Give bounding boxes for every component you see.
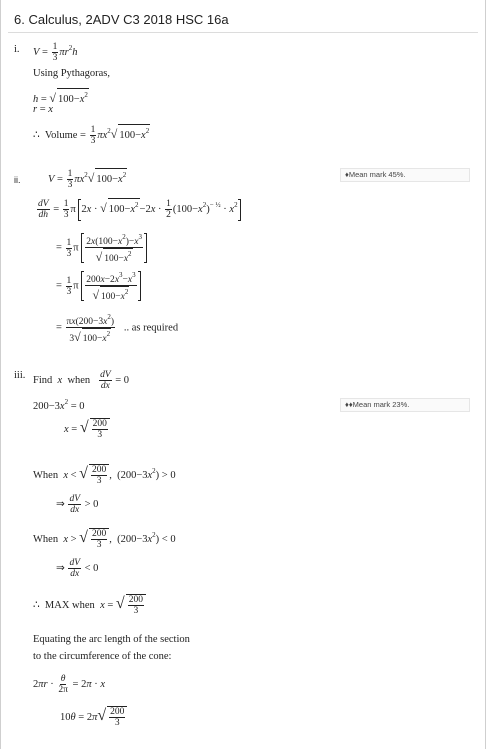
part-ii-result: = $\frac{\pi x(200-3x^2)}{3√ 100-x^2}$ .. as required (56, 313, 179, 344)
part-i-volume-result: ∴ Volume = $\frac{1}{3}$ $\pi x^2√$ $100-x^2$ (33, 125, 150, 147)
page-title: 6. Calculus, 2ADV C3 2018 HSC 16a (14, 12, 229, 27)
part-ii-v-eq: V = $\frac{1}{3}$ $\pi x^2√$ $100-x^2$ (48, 169, 127, 191)
part-iii-label: iii. (14, 370, 26, 381)
part-iii-when-greater: When x > √ $\frac{200}{3}$ , $(200-3x^2) < 0$ (33, 528, 176, 550)
part-iii-max: ∴ MAX when x = √ $\frac{200}{3}$ (33, 594, 146, 616)
part-iii-when-less: When x < √ $\frac{200}{3}$ , $(200-3x^2) > 0$ (33, 464, 176, 486)
part-iii-arc-eq-1: 2πr · $\frac{\theta}{2\pi}$ = 2π · x (33, 674, 106, 695)
as-required-text: .. as required (123, 322, 179, 334)
part-iii-arc-text-1: Equating the arc length of the section (33, 634, 190, 645)
part-iii-arc-text-2: to the circumference of the cone: (33, 651, 172, 662)
part-ii-derivative-line: $\frac{dV}{dh}$ = $\frac{1}{3}$ π 2x · √ $100-x^2-2x$ · $\frac{1}{2}$ $(100-x^2)^{- \frac{1}{2}} \cdot x^2$ (36, 198, 241, 221)
part-iii-implies-positive: ⇒ $\frac{dV}{dx}$ > 0 (56, 494, 99, 515)
part-i-h-eq: h = √ $100-x^2$ (33, 88, 89, 106)
mean-mark-note-ii: ♦Mean mark 45%. (340, 168, 470, 182)
part-ii-step-2: = $\frac{1}{3}$ π $\frac{200x-2x^3-x^3}{√ 100-x^2}$ (56, 270, 141, 302)
part-iii-arc-eq-2: 10θ = 2π√ $\frac{200}{3}$ (60, 706, 127, 728)
part-ii-label: ii. (14, 175, 21, 185)
part-ii-step-1: = $\frac{1}{3}$ π $\frac{2x(100-x^2)-x^3}{√ 100-x^2}$ (56, 232, 147, 264)
part-iii-x-value: x = √ $\frac{200}{3}$ (64, 418, 110, 440)
part-iii-find-text: Find x when $\frac{dV}{dx}$ = 0 (33, 370, 130, 391)
part-i-r-eq: r = x (33, 104, 53, 115)
title-divider (8, 32, 478, 33)
part-i-volume-formula: V = $\frac{1}{3}$ $\pi r^2h$ (33, 42, 78, 64)
part-iii-implies-negative: ⇒ $\frac{dV}{dx}$ < 0 (56, 558, 99, 579)
part-i-pythagoras-text: Using Pythagoras, (33, 68, 110, 79)
dvdx-eq-zero: = 0 (115, 374, 130, 386)
part-iii-quadratic: $200-3x^2 = 0$ (33, 398, 85, 412)
part-i-label: i. (14, 44, 20, 55)
mean-mark-note-iii: ♦♦Mean mark 23%. (340, 398, 470, 412)
